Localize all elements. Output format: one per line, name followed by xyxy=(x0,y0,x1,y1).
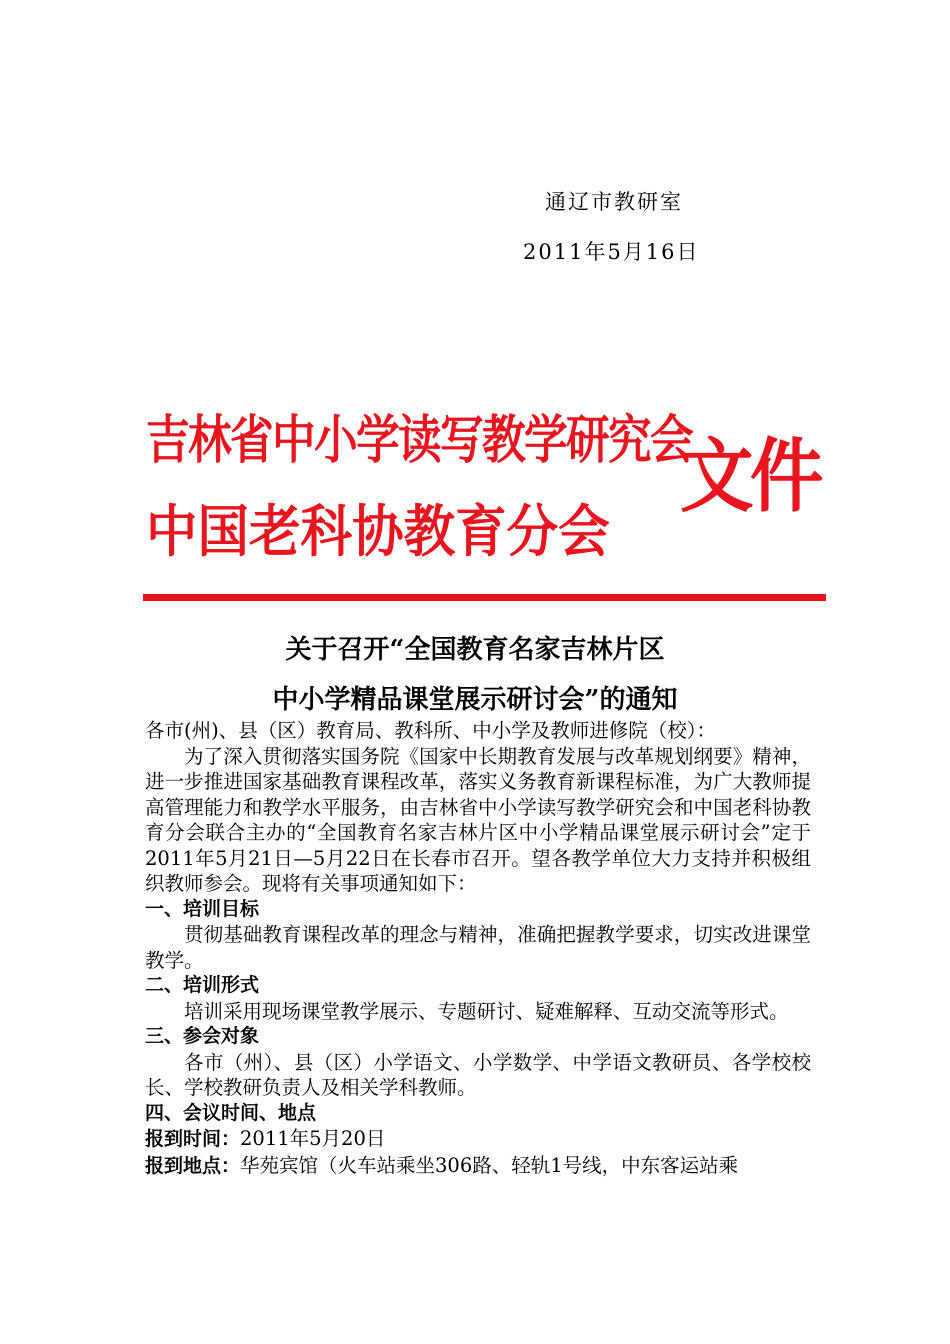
notice-title-line-2: 中小学精品课堂展示研讨会”的通知 xyxy=(272,685,678,715)
intro-paragraph: 为了深入贯彻落实国务院《国家中长期教育发展与改革规划纲要》精神，进一步推进国家基础教育课程改革，落实义务教育新课程标准，为广大教师提高管理能力和教学水平服务，由吉林省中小学读写教学研究会和中国老科协教育分会联合主办的“全国教育名家吉林片区中小学精品课堂展示研讨会”定于2011年5月21日—5月22日在长春市召开。望各教学单位大力支持并积极组织教师参会。现将有关事项通知如下： xyxy=(145,744,811,895)
section-heading-time-place: 四、会议时间、地点 xyxy=(145,1101,317,1124)
section-text-goals: 贯彻基础教育课程改革的理念与精神，准确把握教学要求，切实改进课堂教学。 xyxy=(145,923,811,972)
letterhead-issuer-2: 中国老科协教育分会 xyxy=(146,500,610,565)
issuing-office: 通辽市教研室 xyxy=(545,190,683,214)
letterhead-issuer-1: 吉林省中小学读写教学研究会 xyxy=(146,411,693,471)
letterhead-document-word: 文件 xyxy=(680,430,820,523)
section-heading-attendees: 三、参会对象 xyxy=(145,1025,260,1047)
report-time-value: 2011年5月20日 xyxy=(240,1127,386,1150)
section-heading-format: 二、培训形式 xyxy=(145,974,260,996)
issue-date: 2011年5月16日 xyxy=(523,240,700,264)
report-place-label: 报到地点： xyxy=(145,1154,241,1177)
report-time-label: 报到时间： xyxy=(145,1128,241,1150)
notice-title-line-1: 关于召开“全国教育名家吉林片区 xyxy=(285,635,665,665)
section-heading-goals: 一、培训目标 xyxy=(145,897,260,920)
report-place xyxy=(145,1153,811,1180)
report-place-value: 华苑宾馆（火车站乘坐306路、轻轨1号线，中东客运站乘 xyxy=(240,1153,739,1177)
letterhead-red-rule xyxy=(143,594,826,601)
section-text-format: 培训采用现场课堂教学展示、专题研讨、疑难解释、互动交流等形式。 xyxy=(184,999,789,1023)
notice-body xyxy=(145,718,811,1179)
section-text-attendees: 各市（州）、县（区）小学语文、小学数学、中学语文教研员、各学校校长、学校教研负责人及相关学科教师。 xyxy=(145,1050,811,1099)
salutation: 各市(州)、县（区）教育局、教科所、中小学及教师进修院（校）： xyxy=(145,719,716,742)
report-time xyxy=(145,1126,811,1153)
